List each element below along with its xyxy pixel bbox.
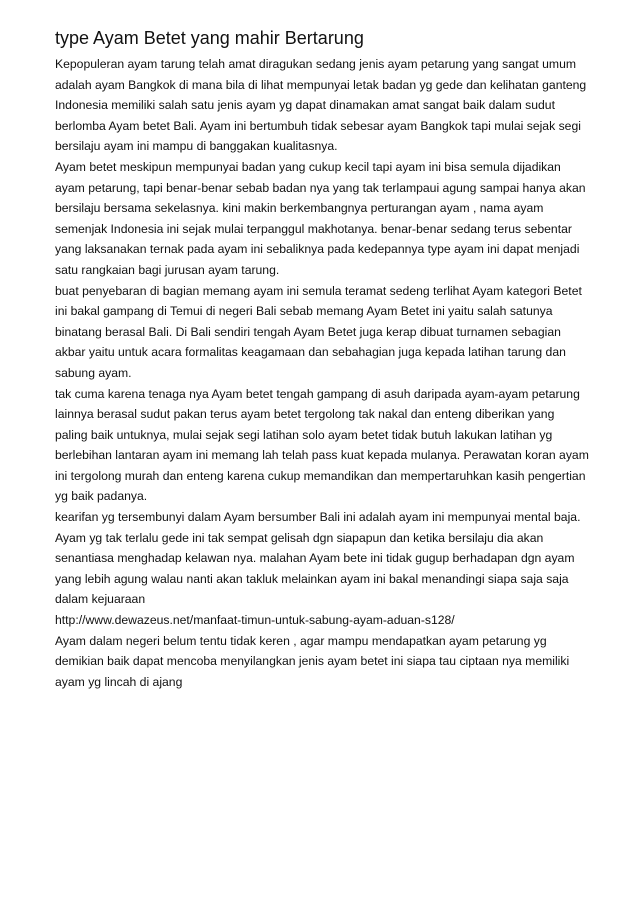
- paragraph-closing: Ayam dalam negeri belum tentu tidak keren , agar mampu mendapatkan ayam petarung yg demikian baik dapat mencoba menyilangkan jenis ayam betet ini siapa tau ciptaan nya memiliki ayam yg lincah di ajang: [55, 633, 570, 689]
- paragraph-mental: kearifan yg tersembunyi dalam Ayam bersumber Bali ini adalah ayam ini mempunyai mental baja. Ayam yg tak terlalu gede ini tak sempat gelisah dgn siapapun dan ketika bersilaju dia akan senantiasa menghadap kelawan nya. malahan Ayam bete ini tidak gugup berhadapan dgn ayam yang lebih agung walau nanti akan takluk melainkan ayam ini bakal menandingi siapa saja saja dalam kejuaraan: [55, 510, 581, 607]
- paragraph-care: tak cuma karena tenaga nya Ayam betet tengah gampang di asuh daripada ayam-ayam petarung lainnya berasal sudut pakan terus ayam betet tergolong tak nakal dan enteng diberikan yang paling baik untuknya, mulai sejak segi latihan solo ayam betet tidak butuh lakukan latihan yg berlebihan lantaran ayam ini memang lah telah pass kuat kepada mulanya. Perawatan koran ayam ini tergolong murah dan enteng karena cukup memandikan dan mempertaruhkan kasih pengertian yg baik padanya.: [55, 386, 589, 504]
- paragraph-betet-size: Ayam betet meskipun mempunyai badan yang cukup kecil tapi ayam ini bisa semula dijadikan ayam petarung, tapi benar-benar sebab badan nya yang tak terlampaui agung sampai hanya akan bersilaju bersama sekelasnya. kini makin berkembangnya perturangan ayam , nama ayam semenjak Indonesia ini sejak mulai terpanggul makhotanya. benar-benar sedang terus sebentar yang laksanakan ternak pada ayam ini sebaliknya pada kedepannya type ayam ini dapat menjadi satu rangkaian bagi jurusan ayam tarung.: [55, 159, 586, 277]
- document-title: type Ayam Betet yang mahir Bertarung: [55, 28, 364, 48]
- paragraph-distribution: buat penyebaran di bagian memang ayam ini semula teramat sedeng terlihat Ayam kategori Betet ini bakal gampang di Temui di negeri Bali sebab memang Ayam Betet ini yaitu salah satunya binatang berasal Bali. Di Bali sendiri tengah Ayam Betet juga kerap dibuat turnamen sebagian akbar yaitu untuk acara formalitas keagamaan dan sebahagian juga kepada latihan tarung dan sabung ayam.: [55, 283, 582, 380]
- document-page: [55, 26, 590, 692]
- source-link[interactable]: http://www.dewazeus.net/manfaat-timun-untuk-sabung-ayam-aduan-s128/: [55, 613, 455, 628]
- paragraph-intro: Kepopuleran ayam tarung telah amat diragukan sedang jenis ayam petarung yang sangat umum adalah ayam Bangkok di mana bila di lihat mempunyai letak badan yg gede dan kelihatan ganteng Indonesia memiliki salah satu jenis ayam yg dapat dinamakan amat sangat baik dalam sudut berlomba Ayam betet Bali. Ayam ini bertumbuh tidak sebesar ayam Bangkok tapi mulai sejak segi bersilaju ayam ini mampu di banggakan kualitasnya.: [55, 57, 587, 154]
